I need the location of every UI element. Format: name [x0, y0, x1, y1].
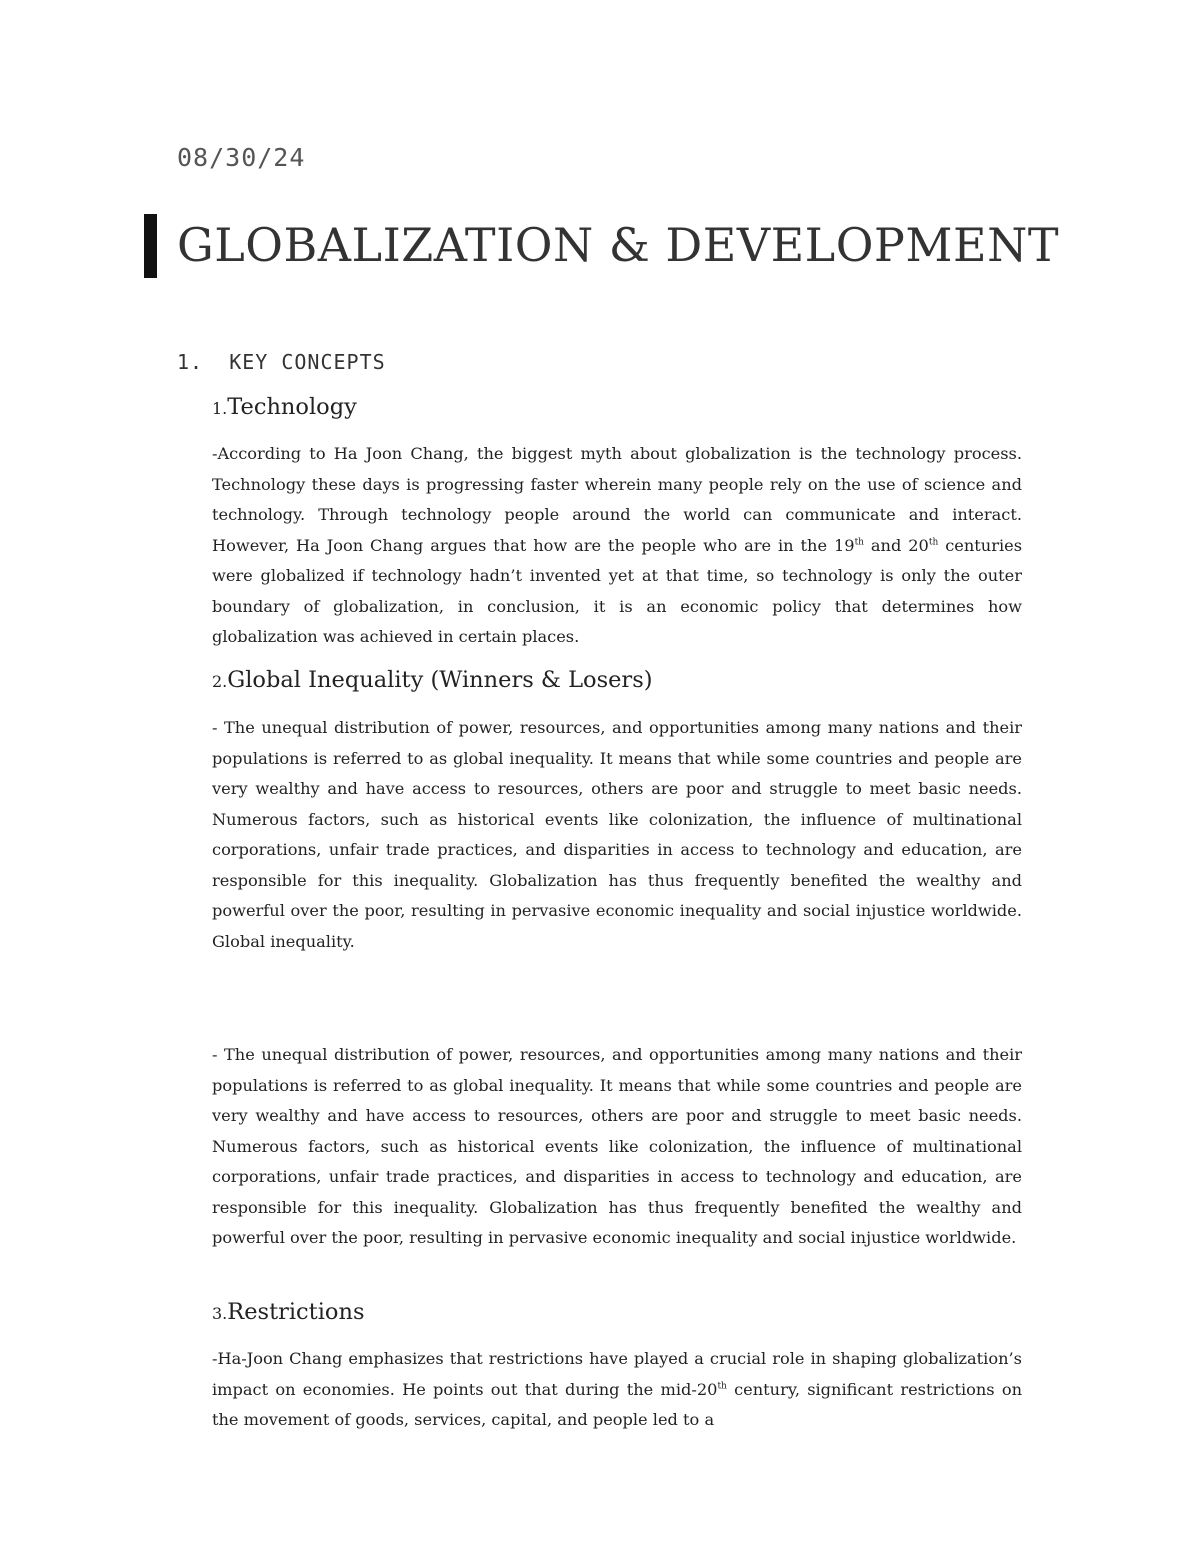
paragraph-global-inequality-2: - The unequal distribution of power, resources, and opportunities among many nations and their populations is referred to as global inequality. It means that while some countries and people are very wealthy and have access to resources, others are poor and struggle to meet basic needs. Numerous factors, such as historical events like colonization, the influence of multinational corporations, unfair trade practices, and disparities in access to technology and education, are responsible for this inequality. Globalization has thus frequently benefited the wealthy and powerful over the poor, resulting in pervasive economic inequality and social injustice worldwide. [212, 1045, 1022, 1247]
section-label: KEY CONCEPTS [229, 350, 386, 374]
title-accent-bar [144, 214, 157, 278]
section-number: 1. [177, 350, 204, 374]
subsection-title: Technology [227, 394, 357, 420]
subsection-heading-global-inequality [212, 667, 653, 693]
subsection-title: Global Inequality (Winners & Losers) [227, 667, 653, 693]
subsection-title: Restrictions [227, 1299, 365, 1325]
subsection-heading-technology [212, 394, 357, 420]
subsection-number: 2. [212, 672, 228, 691]
paragraph-restrictions: -Ha-Joon Chang emphasizes that restrictions have played a crucial role in shaping globalization’s impact on economies. He points out that during the mid-20th century, significant restrictions on the movement of goods, services, capital, and people led to a [212, 1349, 1023, 1429]
document-date: 08/30/24 [177, 143, 306, 172]
section-heading-key-concepts [177, 350, 386, 374]
subsection-number: 1. [212, 399, 228, 418]
subsection-number: 3. [212, 1304, 228, 1323]
subsection-heading-restrictions [212, 1299, 365, 1325]
paragraph-technology: -According to Ha Joon Chang, the biggest myth about globalization is the technology process. Technology these days is progressing faster wherein many people rely on the use of science and technology. Through technology people around the world can communicate and interact. However, Ha Joon Chang argues that how are the people who are in the 19th and 20th centuries were globalized if technology hadn’t invented yet at that time, so technology is only the outer boundary of globalization, in conclusion, it is an economic policy that determines how globalization was achieved in certain places. [212, 444, 1023, 646]
document-title: GLOBALIZATION & DEVELOPMENT [177, 218, 1059, 272]
paragraph-global-inequality-1: - The unequal distribution of power, resources, and opportunities among many nations and their populations is referred to as global inequality. It means that while some countries and people are very wealthy and have access to resources, others are poor and struggle to meet basic needs. Numerous factors, such as historical events like colonization, the influence of multinational corporations, unfair trade practices, and disparities in access to technology and education, are responsible for this inequality. Globalization has thus frequently benefited the wealthy and powerful over the poor, resulting in pervasive economic inequality and social injustice worldwide. Global inequality. [212, 718, 1022, 951]
